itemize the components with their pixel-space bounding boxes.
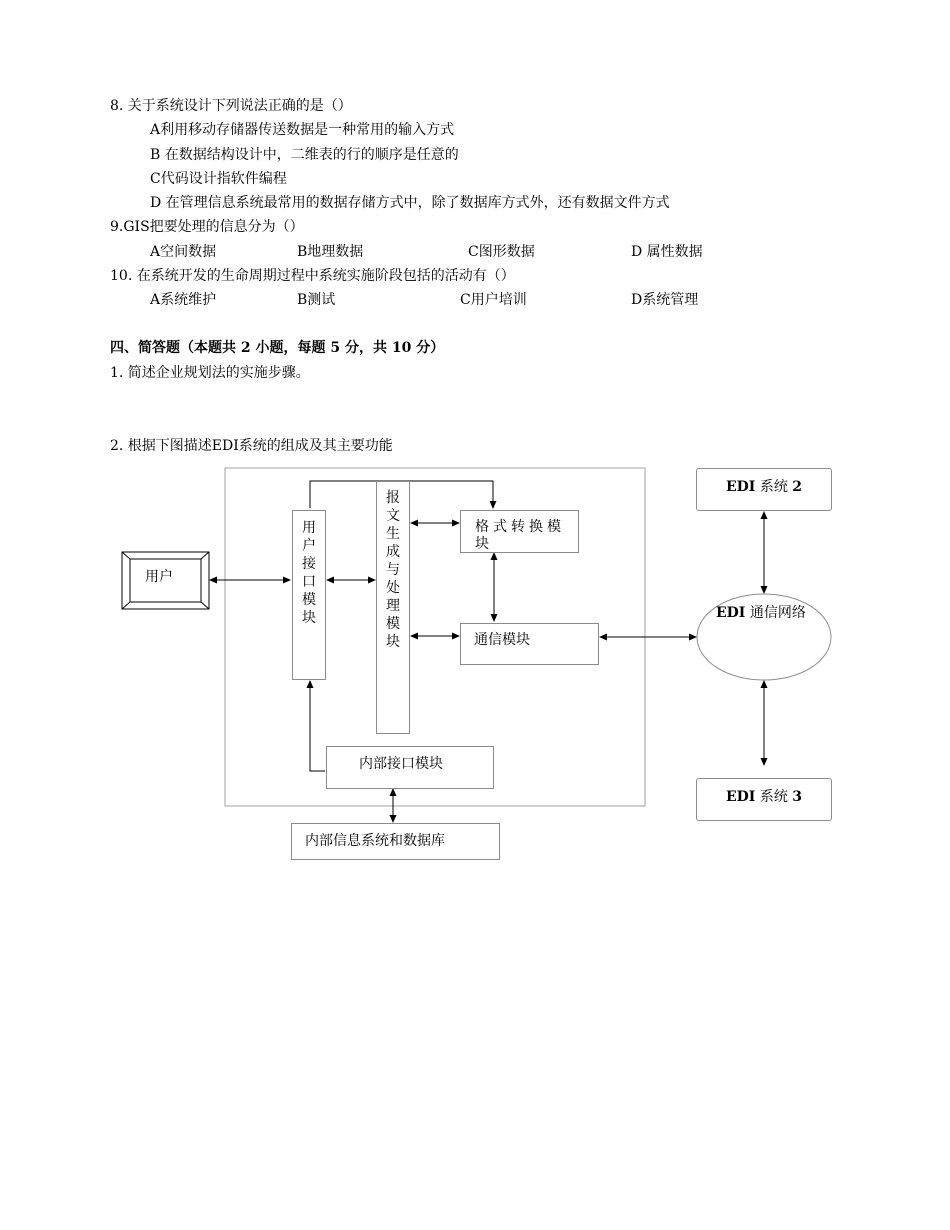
q8-option-c: C代码设计指软件编程 [150,171,287,187]
format-conversion-label: 格式转换模块 [475,519,565,552]
short-question-1: 1. 简述企业规划法的实施步骤。 [110,365,310,381]
q10-option-d: D系统管理 [631,292,699,308]
internal-interface-label: 内部接口模块 [359,756,443,772]
q9-option-c: C图形数据 [468,244,535,260]
short-question-2: 2. 根据下图描述EDI系统的组成及其主要功能 [110,438,393,454]
edi-system-2-label: EDI 系统 2 [726,479,803,495]
q9-stem: 9.GIS把要处理的信息分为（） [110,219,304,235]
q10-option-a: A系统维护 [150,292,217,308]
q10-option-c: C用户培训 [460,292,527,308]
user-interface-label: 用户接口模块 [302,520,316,626]
internal-database-label: 内部信息系统和数据库 [305,833,445,849]
q8-option-d: D 在管理信息系统最常用的数据存储方式中，除了数据库方式外，还有数据文件方式 [150,195,670,211]
q9-option-d: D 属性数据 [631,244,703,260]
edi-network-label: EDI 通信网络 [716,605,806,621]
section-heading: 四、简答题（本题共 2 小题，每题 5 分，共 10 分） [110,340,445,356]
q9-option-a: A空间数据 [150,244,217,260]
message-module-label: 报文生成与处理模块 [386,490,400,650]
q10-option-b: B测试 [297,292,336,308]
user-label: 用户 [145,569,173,585]
q8-option-a: A利用移动存储器传送数据是一种常用的输入方式 [150,122,455,138]
q8-stem: 8. 关于系统设计下列说法正确的是（） [110,98,352,114]
line-internal-to-interface [310,681,325,771]
q8-option-b: B 在数据结构设计中，二维表的行的顺序是任意的 [150,147,459,163]
edi-system-3-label: EDI 系统 3 [726,789,803,805]
q10-stem: 10. 在系统开发的生命周期过程中系统实施阶段包括的活动有（） [110,268,515,284]
communication-label: 通信模块 [474,632,530,648]
q9-option-b: B地理数据 [297,244,364,260]
